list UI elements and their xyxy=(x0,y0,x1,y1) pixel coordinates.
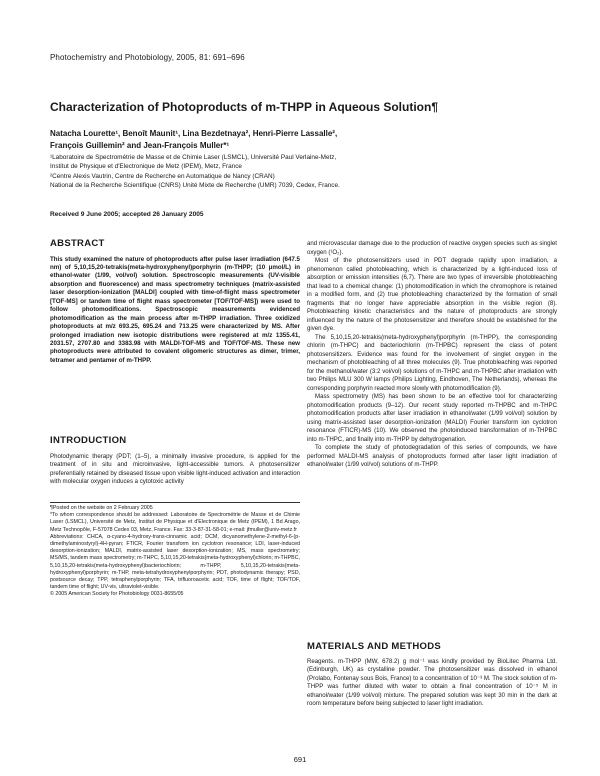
author-list xyxy=(50,128,570,152)
affiliation-line: Institut de Physique et d'Electronique de Metz (IPEM), Metz, France xyxy=(50,163,242,171)
affiliations xyxy=(50,153,570,191)
journal-citation: Photochemistry and Photobiology, 2005, 81: 691–696 xyxy=(50,53,245,62)
abstract-text: This study examined the nature of photoproducts after pulse laser irradiation (647.5 nm) of 5,10,15,20-tetrakis(meta-hydroxyphenyl)porphyrin (m-THPP; (10 μmol/L) in ethanol-water (1/99, vol/vol) solution. Spectroscopic measurements (UV-visible absorption and fluorescence) and mass spectrometry techniques (matrix-assisted laser desorption-ionization [MALDI] coupled with time-of-flight mass spectrometer [TOF-MS] or tandem time of flight mass spectrometer [TOF/TOF-MS]) were used to follow photomodifications. Spectroscopic measurements evidenced photomodification as the main process after m-THPP irradiation. Three oxidized photoproducts at m/z 693.25, 695.24 and 713.25 were characterized by MS. After prolonged irradiation new isotopic distributions were registered at m/z 1355.41, 2031.57, 2707.80 and 3383.98 with MALDI-TOF-MS and TOF/TOF-MS. These new photoproducts were attributed to covalent oligomeric structures as dimer, trimer, tetramer and pentamer of m-THPP. xyxy=(50,255,300,364)
abstract-section xyxy=(50,240,300,365)
affiliation-line: ¹Laboratoire de Spectrométrie de Masse et de Chimie Laser (LSMCL), Université Paul Verlaine-Metz, xyxy=(50,154,337,161)
methods-text: Reagents. m-THPP (MW, 678.2) g mol⁻¹ was kindly provided by BioLitec Pharma Ltd. (Edinburgh, UK) as crystalline powder. The photosensitizer was dissolved in ethanol (Prolabo, Fontenay sous Bois, France) to a concentration of 10⁻³ M. The stock solution of m-THPP was further diluted with water to obtain a final concentration of 10⁻⁵ M in ethanol/water (1/99 vol/vol) mixture. The prepared solution was kept 30 min in the dark at room temperature before being subjected to laser light irradiation. xyxy=(307,657,557,707)
page-number: 691 xyxy=(293,755,307,764)
footnote-posted: ¶Posted on the website on 2 February 2005 xyxy=(50,505,153,511)
footnote-divider xyxy=(50,502,300,503)
body-paragraph: The 5,10,15,20-tetrakis(meta-hydroxyphenyl)porphyrin (m-THPP), the corresponding chlorin (m-THPC) and bacteriochlorin (m-THPBC) represent the class of potent photosensitizers. Evidence was found for the involvement of singlet oxygen in the mechanism of photobleaching of all three molecules (9). True photobleaching was reported for the methanol/water (3:2 vol/vol) solutions of m-THPC and m-THPBC after irradiation with two Philips MLU 300 W lamps (Philips Lighting, Eindhoven, The Netherlands), whereas the corresponding porphyrin reacted more slowly with photomodification (9). xyxy=(307,333,557,392)
affiliation-line: ²Centre Alexis Vautrin, Centre de Recherche en Automatique de Nancy (CRAN) xyxy=(50,172,275,180)
footnote-correspondence: *To whom correspondence should be addressed: Laboratoire de Spectrométrie de Masse et de Chimie Laser (LSMCL), Université de Metz, Institut de Physique et d'Electronique de Metz (IPEM), 1 Bd Arago, Metz Technopôle, F-57078 Cedex 03, Metz, France. Fax: 33-3-87-31-58-01; e-mail: jfmuller@univ-metz.fr xyxy=(50,512,300,533)
affiliation-line: National de la Recherche Scientifique (CNRS) Unité Mixte de Recherche (UMR) 7039, Cedex, France. xyxy=(50,182,340,190)
author-line-1: Natacha Lourette¹, Benoît Maunit¹, Lina Bezdetnaya², Henri-Pierre Lassalle², xyxy=(50,129,338,138)
copyright-notice: © 2005 American Society for Photobiology 0031-8655/05 xyxy=(50,591,184,598)
introduction-section xyxy=(50,437,300,487)
introduction-text: Photodynamic therapy (PDT; (1–5), a minimally invasive procedure, is applied for the treatment of in situ and microinvasive, light-accessible tumors. A photosensitizer preferentially retained by diseased tissue upon visible light-induced activation and interaction with molecular oxygen induces a cytotoxic activity xyxy=(50,452,300,485)
received-dates: Received 9 June 2005; accepted 26 January 2005 xyxy=(50,211,204,218)
body-paragraph: Most of the photosensitizers used in PDT degrade rapidly upon irradiation, a phenomenon called photobleaching, which is characterized by a light-induced loss of absorption or emission intensities (6,7). There are two types of irreversible photobleaching that lead to a chemical change: (1) photomodification in which the chromophore is retained in a modified form, and (2) true photobleaching characterized by the formation of small fragments that no longer have appreciable absorption in the visible region (8). Photobleaching kinetic characteristics and the nature of photoproducts are strongly influenced by the nature of the photosensitizer and therefore should be established for the given dye. xyxy=(307,257,557,332)
author-line-2: François Guillemin² and Jean-François Muller*¹ xyxy=(50,141,230,150)
abstract-heading: ABSTRACT xyxy=(50,238,105,249)
methods-heading: MATERIALS AND METHODS xyxy=(307,641,442,652)
introduction-heading: INTRODUCTION xyxy=(50,435,127,446)
body-paragraph: Mass spectrometry (MS) has been shown to be an effective tool for characterizing photomodification products (9–12). Our recent study reported m-THPBC and m-THPC photomodification products after laser irradiation in ethanol/water (1/99 vol/vol) solution by using matrix-assisted laser desorption-ionization (MALDI) Fourier transform ion cyclotron resonance (FTICR)-MS (10). We observed the photoinduced transformation of m-THPBC into m-THPC, and finally into m-THPP by dehydrogenation. xyxy=(307,393,557,443)
body-right-column xyxy=(307,240,557,470)
footnotes xyxy=(50,505,300,599)
body-paragraph: and microvascular damage due to the production of reactive oxygen species such as singlet oxygen (¹O₂). xyxy=(307,240,557,256)
methods-section xyxy=(307,643,557,709)
article-title: Characterization of Photoproducts of m-THPP in Aqueous Solution¶ xyxy=(50,100,439,114)
body-paragraph: To complete the study of photodegradation of this series of compounds, we have performed MALDI-MS analysis of photoproducts formed after laser light irradiation of ethanol/water (1/99 vol/vol) solutions of m-THPP. xyxy=(307,444,557,468)
footnote-abbreviations: Abbreviations: CHCA, α-cyano-4-hydroxy-trans-cinnamic acid; DCM, dicyanomethylene-2-methyl-6-(p-dimethylaminostyryl)-4H-pyran; FTICR, Fourier transform ion cyclotron resonance; LDI, laser-induced desorption-ionization; MALDI, matrix-assisted laser desorption-ionization; MS, mass spectrometry; MS/MS, tandem mass spectrometry; m-THPC, 5,10,15,20-tetrakis(meta-hydroxyphenyl)chlorin; m-THPBC, 5,10,15,20-tetrakis(meta-hydroxyphenyl)bacteriochlorin; m-THPP, 5,10,15,20-tetrakis(meta-hydroxyphenyl)porphyrin; m-THP, meta-tetrahydroxyphenylporphyrin; PDT, photodynamic therapy; PSD, postsource decay; TPP, tetraphenylporphyrin; TFA, trifluoroacetic acid; TOF, time of flight; TOF/TOF, tandem time of flight; UV-vis, ultraviolet-visible. xyxy=(50,533,300,591)
